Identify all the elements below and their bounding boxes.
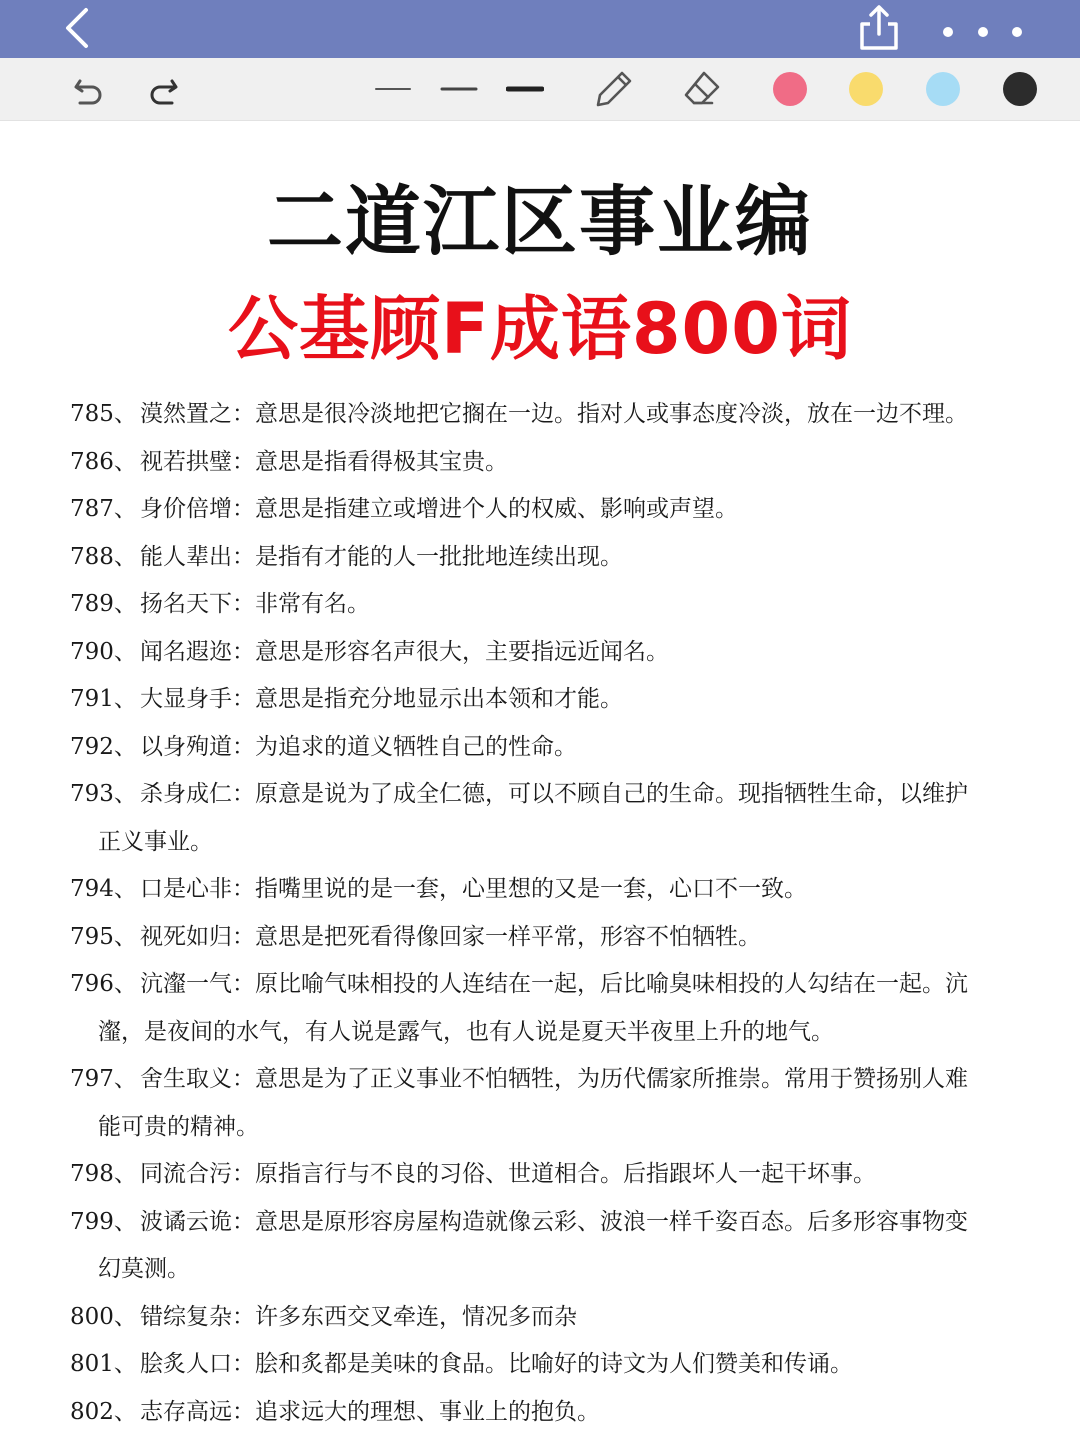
idiom-entry: [70, 581, 1038, 629]
chevron-left-icon: [56, 6, 100, 50]
entry-text: 脍炙人口：脍和炙都是美味的食品。比喻好的诗文为人们赞美和传诵。: [140, 1351, 853, 1377]
eraser-icon: [680, 67, 724, 111]
entry-text-continued: 能可贵的精神。: [98, 1113, 259, 1140]
entry-text: 杀身成仁：原意是说为了成全仁德，可以不顾自己的生命。现指牺牲生命，以维护: [140, 781, 968, 807]
idiom-entry: [70, 676, 1038, 724]
color-swatch-black[interactable]: [1003, 72, 1037, 106]
entry-text: 能人辈出：是指有才能的人一批批地连续出现。: [140, 543, 623, 570]
undo-button[interactable]: [64, 58, 112, 120]
thin-line-button[interactable]: [374, 58, 412, 120]
document-page: [0, 121, 1080, 1440]
continuation-indent: [70, 1104, 98, 1152]
entry-number: 793、: [70, 781, 137, 807]
entry-text: 沆瀣一气：原比喻气味相投的人连结在一起，后比喻臭味相投的人勾结在一起。沆: [140, 971, 968, 997]
idiom-entry: [70, 1389, 1038, 1437]
continuation-indent: [70, 1009, 98, 1057]
entry-number: 802、: [70, 1398, 137, 1425]
entry-text: 视死如归：意思是把死看得像回家一样平常，形容不怕牺牲。: [140, 923, 761, 950]
idiom-entry: [70, 1151, 1038, 1199]
entry-number: 797、: [70, 1066, 137, 1092]
redo-button[interactable]: [140, 58, 188, 120]
annotation-toolbar: [0, 58, 1080, 121]
entry-number: 786、: [70, 448, 137, 475]
entry-number: 785、: [70, 401, 137, 427]
continuation-indent: [70, 819, 98, 867]
entry-number: 789、: [70, 591, 137, 617]
entry-text: 错综复杂：许多东西交叉牵连，情况多而杂: [140, 1303, 577, 1330]
idiom-entry-continuation: [70, 1009, 1038, 1057]
entry-number: 791、: [70, 686, 137, 712]
pen-icon: [592, 67, 636, 111]
color-swatch-yellow[interactable]: [849, 72, 883, 106]
eraser-tool-button[interactable]: [678, 58, 726, 120]
idiom-entry: [70, 724, 1038, 772]
idiom-list: [70, 391, 1038, 1436]
redo-icon: [144, 69, 184, 109]
entry-text: 波谲云诡：意思是原形容房屋构造就像云彩、波浪一样千姿百态。后多形容事物变: [140, 1208, 968, 1235]
idiom-entry-continuation: [70, 819, 1038, 867]
idiom-entry: [70, 1294, 1038, 1342]
idiom-entry: [70, 629, 1038, 677]
entry-text: 闻名遐迩：意思是形容名声很大，主要指远近闻名。: [140, 638, 669, 665]
idiom-entry: [70, 914, 1038, 962]
more-options-button[interactable]: [930, 12, 1030, 48]
undo-icon: [68, 69, 108, 109]
top-navigation-bar: [0, 0, 1080, 58]
entry-text-continued: 幻莫测。: [98, 1256, 190, 1282]
thick-line-icon: [506, 84, 544, 94]
entry-text-continued: 正义事业。: [98, 828, 213, 855]
back-button[interactable]: [56, 6, 100, 50]
pen-tool-button[interactable]: [590, 58, 638, 120]
more-dots-icon: [930, 12, 1030, 48]
entry-number: 792、: [70, 733, 137, 760]
idiom-entry: [70, 1056, 1038, 1104]
entry-number: 800、: [70, 1303, 137, 1330]
idiom-entry-continuation: [70, 1246, 1038, 1294]
share-button[interactable]: [856, 2, 902, 52]
idiom-entry-continuation: [70, 1104, 1038, 1152]
entry-number: 790、: [70, 638, 137, 665]
idiom-entry: [70, 534, 1038, 582]
entry-text: 以身殉道：为追求的道义牺牲自己的性命。: [140, 733, 577, 760]
entry-number: 799、: [70, 1208, 137, 1235]
entry-number: 801、: [70, 1351, 137, 1377]
entry-number: 787、: [70, 496, 137, 522]
entry-text: 扬名天下：非常有名。: [140, 591, 370, 617]
entry-number: 795、: [70, 923, 137, 950]
entry-number: 794、: [70, 876, 137, 902]
share-icon: [856, 2, 902, 52]
document-title: 二道江区事业编: [267, 177, 813, 266]
entry-text: 口是心非：指嘴里说的是一套，心里想的又是一套，心口不一致。: [140, 876, 807, 902]
entry-text: 同流合污：原指言行与不良的习俗、世道相合。后指跟坏人一起干坏事。: [140, 1161, 876, 1187]
entry-text: 漠然置之：意思是很冷淡地把它搁在一边。指对人或事态度冷淡，放在一边不理。: [140, 401, 968, 427]
entry-text: 舍生取义：意思是为了正义事业不怕牺牲，为历代儒家所推崇。常用于赞扬别人难: [140, 1066, 968, 1092]
idiom-entry: [70, 866, 1038, 914]
idiom-entry: [70, 1341, 1038, 1389]
idiom-entry: [70, 961, 1038, 1009]
continuation-indent: [70, 1246, 98, 1294]
entry-number: 798、: [70, 1161, 137, 1187]
idiom-entry: [70, 486, 1038, 534]
entry-text-continued: 瀣，是夜间的水气，有人说是露气，也有人说是夏天半夜里上升的地气。: [98, 1018, 834, 1045]
idiom-entry: [70, 391, 1038, 439]
entry-text: 志存高远：追求远大的理想、事业上的抱负。: [140, 1398, 600, 1425]
entry-number: 796、: [70, 971, 137, 997]
document-subtitle: 公基顾F成语800词: [228, 288, 852, 370]
medium-line-icon: [440, 84, 478, 94]
color-swatch-blue[interactable]: [926, 72, 960, 106]
idiom-entry: [70, 771, 1038, 819]
color-swatch-pink[interactable]: [773, 72, 807, 106]
thin-line-icon: [374, 84, 412, 94]
entry-text: 视若拱璧：意思是指看得极其宝贵。: [140, 448, 508, 475]
idiom-entry: [70, 439, 1038, 487]
entry-text: 身价倍增：意思是指建立或增进个人的权威、影响或声望。: [140, 496, 738, 522]
entry-number: 788、: [70, 543, 137, 570]
medium-line-button[interactable]: [440, 58, 478, 120]
thick-line-button[interactable]: [506, 58, 544, 120]
entry-text: 大显身手：意思是指充分地显示出本领和才能。: [140, 686, 623, 712]
idiom-entry: [70, 1199, 1038, 1247]
